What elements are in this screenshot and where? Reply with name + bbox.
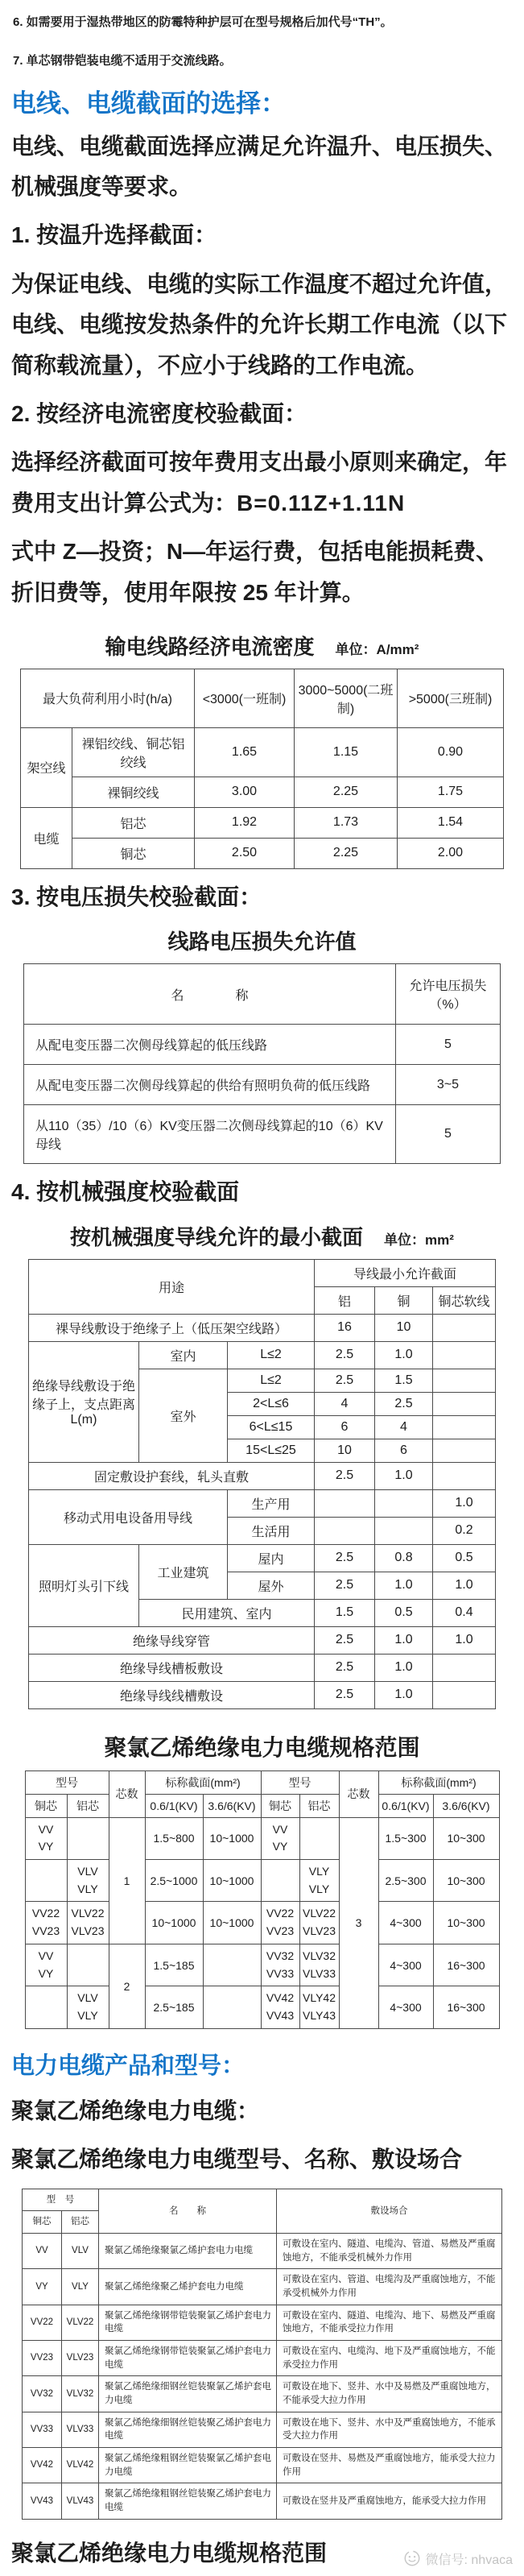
cell: 10~1000 bbox=[203, 1817, 261, 1859]
cell: 0.5 bbox=[375, 1599, 433, 1626]
t4-header-model-right: 型号 bbox=[261, 1770, 339, 1794]
section-title-products: 电力电缆产品和型号： bbox=[11, 2052, 245, 2079]
table-row bbox=[28, 1489, 495, 1517]
pvc-cable-heading: 聚氯乙烯绝缘电力电缆： bbox=[11, 2098, 260, 2123]
cell bbox=[433, 1369, 496, 1392]
cell: 10 bbox=[375, 1314, 433, 1341]
table-row bbox=[23, 2305, 502, 2340]
wechat-icon bbox=[403, 2549, 421, 2567]
cell: 5 bbox=[396, 1105, 501, 1164]
cell: 民用建筑、室内 bbox=[138, 1599, 314, 1626]
t4-header-v2-right: 3.6/6(KV) bbox=[433, 1794, 499, 1817]
table-row bbox=[23, 2234, 502, 2269]
item2-note: 式中 Z—投资；N—年运行费，包括电能损耗费、折旧费等，使用年限按 25 年计算。 bbox=[11, 539, 499, 605]
cell: 2.5 bbox=[315, 1681, 375, 1708]
cell: 4~300 bbox=[378, 1986, 433, 2028]
t4-header-al-right: 铝芯 bbox=[299, 1794, 339, 1817]
t1-header-shift1: <3000(一班制) bbox=[195, 669, 295, 727]
cell: VV42 VV43 bbox=[261, 1986, 299, 2028]
cell: 0.4 bbox=[433, 1599, 496, 1626]
cell: 室内 bbox=[138, 1341, 227, 1369]
t4-header-cores-left: 芯数 bbox=[109, 1770, 145, 1817]
table-row bbox=[28, 1259, 495, 1286]
cell: 1.0 bbox=[375, 1626, 433, 1654]
cell: 从配电变压器二次侧母线算起的供给有照明负荷的低压线路 bbox=[24, 1065, 396, 1105]
cell: 1.0 bbox=[433, 1489, 496, 1517]
cell-group: 照明灯头引下线 bbox=[28, 1544, 138, 1626]
cell: VLV22 bbox=[62, 2305, 99, 2340]
cell: 1.73 bbox=[295, 807, 398, 838]
t5-header-al: 铝芯 bbox=[62, 2211, 99, 2234]
cell: 裸铝绞线、铜芯铝绞线 bbox=[72, 727, 195, 777]
note-7: 7. 单芯钢带铠装电缆不适用于交流线路。 bbox=[13, 54, 232, 68]
cell: 可敷设在室内、隧道、电缆沟、管道、易燃及严重腐蚀地方，不能承受机械外力作用 bbox=[277, 2234, 502, 2269]
cell: 2.5 bbox=[315, 1341, 375, 1369]
t1-header-shift2: 3000~5000(二班制) bbox=[295, 669, 398, 727]
table-row bbox=[21, 838, 504, 868]
cell: 1.54 bbox=[398, 807, 504, 838]
cell: 2.5 bbox=[315, 1462, 375, 1489]
voltage-loss-table bbox=[23, 963, 501, 1164]
cell: 16~300 bbox=[433, 1986, 499, 2028]
cell-group: 工业建筑 bbox=[138, 1544, 227, 1599]
cell: 4~300 bbox=[378, 1902, 433, 1944]
t5-header-model: 型 号 bbox=[23, 2189, 99, 2211]
cell: 4~300 bbox=[378, 1944, 433, 1986]
cell: 1.0 bbox=[375, 1462, 433, 1489]
cell: 2.5 bbox=[315, 1626, 375, 1654]
table-row bbox=[25, 1902, 499, 1944]
cell: VLV22 VLV23 bbox=[67, 1902, 109, 1944]
cell bbox=[203, 1986, 261, 2028]
t4-header-section-right: 标称截面(mm²) bbox=[378, 1770, 499, 1794]
item3-title: 3. 按电压损失校验截面： bbox=[11, 884, 262, 909]
t5-header-place: 敷设场合 bbox=[277, 2189, 502, 2233]
table-row bbox=[28, 1681, 495, 1708]
t3-header-use: 用途 bbox=[28, 1259, 314, 1314]
cell: 2.5~1000 bbox=[145, 1860, 203, 1902]
cell bbox=[433, 1341, 496, 1369]
cell: VLY bbox=[62, 2269, 99, 2305]
cell: 固定敷设护套线，轧头直敷 bbox=[28, 1462, 314, 1489]
cell: 聚氯乙烯绝缘粗钢丝铠装聚乙烯护套电力电缆 bbox=[99, 2483, 277, 2519]
cell: VV23 bbox=[23, 2341, 62, 2376]
cell: VV43 bbox=[23, 2483, 62, 2519]
cell: 10~1000 bbox=[145, 1902, 203, 1944]
cell: 铝芯 bbox=[72, 807, 195, 838]
t4-header-cu-right: 铜芯 bbox=[261, 1794, 299, 1817]
table-row bbox=[21, 727, 504, 777]
watermark bbox=[403, 2549, 514, 2568]
cell: 1.5~185 bbox=[145, 1944, 203, 1986]
cell: 可敷设在室内、隧道、电缆沟、地下、易燃及严重腐蚀地方，不能承受拉力作用 bbox=[277, 2305, 502, 2340]
cell: 可敷设在地下、竖井、水中及易燃及严重腐蚀地方，不能承受大拉力作用 bbox=[277, 2376, 502, 2412]
table-row bbox=[23, 2448, 502, 2483]
cell: VLV43 bbox=[62, 2483, 99, 2519]
cell: VV32 VV33 bbox=[261, 1944, 299, 1986]
table-row bbox=[28, 1314, 495, 1341]
cell: 10~300 bbox=[433, 1817, 499, 1859]
cell bbox=[261, 1860, 299, 1902]
table-row bbox=[24, 1025, 501, 1065]
t1-title: 输电线路经济电流密度 bbox=[105, 634, 315, 659]
cell: 生产用 bbox=[227, 1489, 314, 1517]
cell: 1.5 bbox=[315, 1599, 375, 1626]
cell: VLV33 bbox=[62, 2412, 99, 2447]
cell: VV bbox=[23, 2234, 62, 2269]
cell: 2.5 bbox=[315, 1654, 375, 1681]
item1-body: 为保证电线、电缆的实际工作温度不超过允许值，电线、电缆按发热条件的允许长期工作电流（以下简称载流量），不应小于线路的工作电流。 bbox=[11, 271, 508, 378]
cell: 5 bbox=[396, 1025, 501, 1065]
cell bbox=[433, 1415, 496, 1439]
t4-header-v1-right: 0.6/1(KV) bbox=[378, 1794, 433, 1817]
cell: VV33 bbox=[23, 2412, 62, 2447]
footer-title: 聚氯乙烯绝缘电力电缆规格范围 bbox=[11, 2540, 328, 2566]
t4-title: 聚氯乙烯绝缘电力电缆规格范围 bbox=[104, 1734, 420, 1760]
cell bbox=[25, 1986, 67, 2028]
cell: 绝缘导线穿管 bbox=[28, 1626, 314, 1654]
cell: 4 bbox=[375, 1415, 433, 1439]
t5-header-name: 名 称 bbox=[99, 2189, 277, 2233]
t4-caption bbox=[11, 1730, 513, 1762]
section-title-selection: 电线、电缆截面的选择： bbox=[11, 89, 286, 118]
cell: L≤2 bbox=[227, 1369, 314, 1392]
cell: 10~300 bbox=[433, 1860, 499, 1902]
cell: 1.0 bbox=[375, 1654, 433, 1681]
cell: 绝缘导线线槽敷设 bbox=[28, 1681, 314, 1708]
note-6: 6. 如需要用于湿热带地区的防霉特种护层可在型号规格后加代号“TH”。 bbox=[13, 15, 393, 29]
cell bbox=[433, 1681, 496, 1708]
table-row bbox=[23, 2483, 502, 2519]
table-row bbox=[21, 807, 504, 838]
selection-intro: 电线、电缆截面选择应满足允许温升、电压损失、机械强度等要求。 bbox=[11, 133, 508, 200]
item2-body bbox=[11, 442, 513, 524]
cell bbox=[67, 1817, 109, 1859]
cell: L≤2 bbox=[227, 1341, 314, 1369]
table-row bbox=[25, 1770, 499, 1794]
t2-title: 线路电压损失允许值 bbox=[167, 930, 357, 955]
cell: 2.5 bbox=[315, 1369, 375, 1392]
t4-header-v1-left: 0.6/1(KV) bbox=[145, 1794, 203, 1817]
cell: VLY42 VLY43 bbox=[299, 1986, 339, 2028]
cell bbox=[433, 1462, 496, 1489]
cell: 6 bbox=[375, 1439, 433, 1462]
cell: 铜芯 bbox=[72, 838, 195, 868]
cable-model-name-laying-table bbox=[22, 2189, 502, 2520]
t3-header-cu: 铜 bbox=[375, 1286, 433, 1314]
min-section-table bbox=[28, 1259, 496, 1709]
table-row bbox=[28, 1544, 495, 1572]
cell bbox=[375, 1489, 433, 1517]
cell bbox=[67, 1944, 109, 1986]
cell: 聚氯乙烯绝缘钢带铠装聚氯乙烯护套电力电缆 bbox=[99, 2305, 277, 2340]
cell: 可敷设在室内、电缆沟、地下及严重腐蚀地方，不能承受拉力作用 bbox=[277, 2341, 502, 2376]
cell: 1.65 bbox=[195, 727, 295, 777]
cell: VV VY bbox=[261, 1817, 299, 1859]
t1-header-shift3: >5000(三班制) bbox=[398, 669, 504, 727]
t3-unit: 单位：mm² bbox=[384, 1232, 454, 1248]
cell: 1.0 bbox=[375, 1341, 433, 1369]
cell bbox=[25, 1860, 67, 1902]
table-row bbox=[24, 964, 501, 1025]
cell: 从110（35）/10（6）KV变压器二次侧母线算起的10（6）KV母线 bbox=[24, 1105, 396, 1164]
cell: VLV42 bbox=[62, 2448, 99, 2483]
annual-cost-formula: B=0.11Z+1.11N bbox=[237, 490, 406, 516]
cell: VV VY bbox=[25, 1944, 67, 1986]
table-row bbox=[25, 1794, 499, 1817]
table-row bbox=[23, 2189, 502, 2211]
cell: 1.5~800 bbox=[145, 1817, 203, 1859]
table-row bbox=[28, 1341, 495, 1369]
table-row bbox=[24, 1065, 501, 1105]
cell: VLV VLY bbox=[67, 1860, 109, 1902]
cell: 10~300 bbox=[433, 1902, 499, 1944]
cell: 4 bbox=[315, 1392, 375, 1415]
cell: 6 bbox=[315, 1415, 375, 1439]
t1-caption bbox=[11, 631, 513, 661]
t4-header-section-left: 标称截面(mm²) bbox=[145, 1770, 261, 1794]
cell: 10 bbox=[315, 1439, 375, 1462]
t3-header-group: 导线最小允许截面 bbox=[315, 1259, 496, 1286]
cell: VV22 bbox=[23, 2305, 62, 2340]
cell: 1.0 bbox=[433, 1626, 496, 1654]
cell: 2.5 bbox=[315, 1544, 375, 1572]
pvc-cable-spec-table bbox=[25, 1770, 500, 2029]
cell bbox=[375, 1517, 433, 1544]
cell: VV22 VV23 bbox=[25, 1902, 67, 1944]
cell: 2.25 bbox=[295, 838, 398, 868]
item2-title: 2. 按经济电流密度校验截面： bbox=[11, 400, 307, 426]
cell: 屋内 bbox=[227, 1544, 314, 1572]
cell: VLV32 VLV33 bbox=[299, 1944, 339, 1986]
table-row bbox=[23, 2412, 502, 2447]
t1-header-hours: 最大负荷利用小时(h/a) bbox=[21, 669, 195, 727]
cell: VLY VLY bbox=[299, 1860, 339, 1902]
cell: 聚氯乙烯绝缘聚乙烯护套电力电缆 bbox=[99, 2269, 277, 2305]
cell: 3.00 bbox=[195, 777, 295, 807]
t4-header-cores-right: 芯数 bbox=[339, 1770, 378, 1817]
t3-caption bbox=[11, 1221, 513, 1251]
cell bbox=[433, 1392, 496, 1415]
cell: 6<L≤15 bbox=[227, 1415, 314, 1439]
cell: 从配电变压器二次侧母线算起的低压线路 bbox=[24, 1025, 396, 1065]
cell: 10~1000 bbox=[203, 1902, 261, 1944]
cell: 聚氯乙烯绝缘聚氯乙烯护套电力电缆 bbox=[99, 2234, 277, 2269]
cell: VV VY bbox=[25, 1817, 67, 1859]
cell-cores: 3 bbox=[339, 1817, 378, 2028]
cell: 1.0 bbox=[375, 1681, 433, 1708]
cell: 屋外 bbox=[227, 1572, 314, 1599]
cell bbox=[433, 1439, 496, 1462]
cell: 1.5~300 bbox=[378, 1817, 433, 1859]
cell: 聚氯乙烯绝缘粗钢丝铠装聚氯乙烯护套电力电缆 bbox=[99, 2448, 277, 2483]
cell-group: 移动式用电设备用导线 bbox=[28, 1489, 227, 1544]
page-footer bbox=[11, 2536, 513, 2568]
cell: 1.0 bbox=[433, 1572, 496, 1599]
cell: 0.8 bbox=[375, 1544, 433, 1572]
table-row bbox=[23, 2341, 502, 2376]
cell-group: 架空线 bbox=[21, 727, 72, 807]
cell: 2.5~185 bbox=[145, 1986, 203, 2028]
cell: 3~5 bbox=[396, 1065, 501, 1105]
cell: 0.2 bbox=[433, 1517, 496, 1544]
cell bbox=[315, 1489, 375, 1517]
cell: VV22 VV23 bbox=[261, 1902, 299, 1944]
cell-group: 电缆 bbox=[21, 807, 72, 868]
cell: 10~1000 bbox=[203, 1860, 261, 1902]
cell: 1.92 bbox=[195, 807, 295, 838]
t5-intro: 聚氯乙烯绝缘电力电缆型号、名称、敷设场合 bbox=[11, 2147, 463, 2172]
item1-title: 1. 按温升选择截面： bbox=[11, 222, 217, 248]
table-row bbox=[21, 669, 504, 727]
cell: 2.25 bbox=[295, 777, 398, 807]
cell: VV32 bbox=[23, 2376, 62, 2412]
t3-header-al: 铝 bbox=[315, 1286, 375, 1314]
table-row bbox=[25, 1817, 499, 1859]
cell: VY bbox=[23, 2269, 62, 2305]
cell: VLV23 bbox=[62, 2341, 99, 2376]
t1-unit: 单位：A/mm² bbox=[335, 641, 419, 657]
cell: 可敷设在地下、竖井、水中及严重腐蚀地方，不能承受大拉力作用 bbox=[277, 2412, 502, 2447]
cell bbox=[299, 1817, 339, 1859]
cell: 绝缘导线槽板敷设 bbox=[28, 1654, 314, 1681]
item2-text: 选择经济截面可按年费用支出最小原则来确定，年费用支出计算公式为： bbox=[11, 449, 508, 516]
cell-cores: 2 bbox=[109, 1944, 145, 2028]
table-row bbox=[24, 1105, 501, 1164]
table-row bbox=[25, 1860, 499, 1902]
cell: VLV32 bbox=[62, 2376, 99, 2412]
cell: 裸导线敷设于绝缘子上（低压架空线路） bbox=[28, 1314, 314, 1341]
cell: 裸铜绞线 bbox=[72, 777, 195, 807]
t3-title: 按机械强度导线允许的最小截面 bbox=[70, 1224, 364, 1249]
cell bbox=[433, 1654, 496, 1681]
cell: VLV VLY bbox=[67, 1986, 109, 2028]
cell bbox=[433, 1314, 496, 1341]
table-row bbox=[28, 1654, 495, 1681]
cell: 0.5 bbox=[433, 1544, 496, 1572]
cell: 聚氯乙烯绝缘钢带铠装聚氯乙烯护套电力电缆 bbox=[99, 2341, 277, 2376]
cell: 2<L≤6 bbox=[227, 1392, 314, 1415]
cell: 聚氯乙烯绝缘细钢丝铠装聚氯乙烯护套电力电缆 bbox=[99, 2376, 277, 2412]
table-row bbox=[23, 2376, 502, 2412]
cell: 2.5 bbox=[315, 1572, 375, 1599]
cell-group: 绝缘导线敷设于绝缘子上，支点距离L(m) bbox=[28, 1341, 138, 1462]
cell: 聚氯乙烯绝缘细钢丝铠装聚乙烯护套电力电缆 bbox=[99, 2412, 277, 2447]
cell: VLV bbox=[62, 2234, 99, 2269]
table-row bbox=[23, 2269, 502, 2305]
cell: 1.5 bbox=[375, 1369, 433, 1392]
t4-header-al-left: 铝芯 bbox=[67, 1794, 109, 1817]
table-row bbox=[21, 777, 504, 807]
cell: 0.90 bbox=[398, 727, 504, 777]
t4-header-v2-left: 3.6/6(KV) bbox=[203, 1794, 261, 1817]
cell: 2.5~300 bbox=[378, 1860, 433, 1902]
cell: 1.15 bbox=[295, 727, 398, 777]
cell: 可敷设在竖井及严重腐蚀地方，能承受大拉力作用 bbox=[277, 2483, 502, 2519]
cell: 2.50 bbox=[195, 838, 295, 868]
cell: 1.75 bbox=[398, 777, 504, 807]
t4-header-model-left: 型号 bbox=[25, 1770, 109, 1794]
cell: 16~300 bbox=[433, 1944, 499, 1986]
watermark-text: 微信号: nhvaca bbox=[425, 2553, 513, 2567]
table-row bbox=[25, 1944, 499, 1986]
cell: 2.5 bbox=[375, 1392, 433, 1415]
cell: 可敷设在室内、管道、电缆沟及严重腐蚀地方，不能承受机械外力作用 bbox=[277, 2269, 502, 2305]
table-row bbox=[28, 1626, 495, 1654]
cell-cores: 1 bbox=[109, 1817, 145, 1944]
cell bbox=[203, 1944, 261, 1986]
t3-header-soft: 铜芯软线 bbox=[433, 1286, 496, 1314]
cell: VLV22 VLV23 bbox=[299, 1902, 339, 1944]
t5-header-cu: 铜芯 bbox=[23, 2211, 62, 2234]
cell: 2.00 bbox=[398, 838, 504, 868]
cell-group: 室外 bbox=[138, 1369, 227, 1462]
economic-current-density-table bbox=[20, 669, 504, 869]
cell: 生活用 bbox=[227, 1517, 314, 1544]
cell: 16 bbox=[315, 1314, 375, 1341]
t2-header-value: 允许电压损失（%） bbox=[396, 964, 501, 1025]
t2-header-name: 名 称 bbox=[24, 964, 396, 1025]
cell: 1.0 bbox=[375, 1572, 433, 1599]
cell bbox=[315, 1517, 375, 1544]
table-row bbox=[28, 1462, 495, 1489]
t2-caption bbox=[11, 926, 513, 955]
cell: 15<L≤25 bbox=[227, 1439, 314, 1462]
item4-title: 4. 按机械强度校验截面 bbox=[11, 1179, 240, 1205]
t4-header-cu-left: 铜芯 bbox=[25, 1794, 67, 1817]
cell: VV42 bbox=[23, 2448, 62, 2483]
cell: 可敷设在竖井、易燃及严重腐蚀地方，能承受大拉力作用 bbox=[277, 2448, 502, 2483]
table-row bbox=[25, 1986, 499, 2028]
